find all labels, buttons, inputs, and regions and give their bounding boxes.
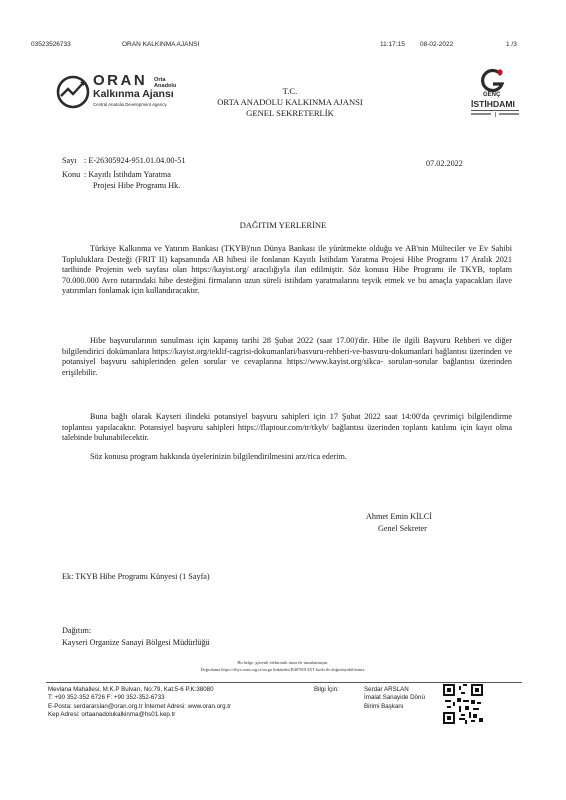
footer-contact-dept: İmalat Sanayide Dönü [364, 694, 425, 702]
konu-label: Konu [62, 170, 81, 179]
fax-time: 11:17:15 [380, 41, 405, 48]
esign-line1: Bu belge, güvenli elektronik imza ile imzalanmıştır. [237, 660, 329, 665]
fax-date: 08-02-2022 [420, 41, 454, 48]
esign-line2: Doğrulama https://ebys.oran.org.tr/sorgu linkinden B4076013XT kodu ile doğrulayabilirsiniz. [200, 667, 366, 672]
paragraph-2: Hibe başvurularının sunulması için kapanış tarihi 28 Şubat 2022 (saat 17.00)'dir. Hibe ile ilgili Başvuru Rehberi ve diğer bilgilendirici dokümanlara https://kayist.org/teklif-cagrisi-dokumanlari/basvuru-rehberi-ve-basvuru-dokumanlari bağlantısı üzerinden ve potansiyel başvuru sahiplerinden gelen sorular ve cevaplarına https://www.kayist.org/sikca- sorulan-sorular bağlantısı üzerinden erişilebilir. [62, 336, 512, 377]
konu-line2: Projesi Hibe Programı Hk. [93, 181, 181, 190]
paragraph-3: Buna bağlı olarak Kayseri ilindeki potansiyel başvuru sahipleri için 17 Şubat 2022 saat 14:00'da çevrimiçi bilgilendirme toplantısı yapılacaktır. Potansiyel başvuru sahipleri https://flaptour.com/tr/tkyb/ bağlantısı üzerinden toplantı katılımı için kayıt olma talebinde bulunabilecektir. [62, 412, 512, 443]
letterhead-dept: GENEL SEKRETERLİK [246, 108, 334, 118]
paragraph-4: Söz konusu program hakkında üyelerinizin bilgilendirilmesini arz/rica ederim. [90, 452, 347, 461]
footer-info-label: Bilgi İçin: [314, 686, 339, 693]
signer-title: Genel Sekreter [378, 524, 427, 533]
footer-address-block [48, 686, 308, 720]
distribution-item: Kayseri Organize Sanayi Bölgesi Müdürlüğü [62, 638, 210, 647]
footer-email: E-Posta: serdararslan@oran.org.tr İnternet Adresi: www.oran.org.tr [48, 702, 232, 710]
letterhead-tc: T.C. [282, 86, 298, 96]
logo-partner-mark-2 [499, 113, 519, 115]
genc-istihdami-emblem-icon [479, 68, 507, 92]
sayi-label: Sayı [62, 156, 77, 165]
footer-address: Mevlana Mahallesi, M.K.P Bulvarı, No:79, Kat:5-6 P.K:38080 [48, 686, 214, 693]
distribution-heading: DAĞITIM YERLERİNE [239, 220, 327, 230]
footer-kep: Kep Adresi: ortaanadolukalkinma@hs01.kep.tr [48, 711, 176, 719]
genc-istihdami-logo [467, 68, 523, 128]
logo-rule [471, 110, 519, 111]
footer-rule [46, 682, 522, 683]
footer-contact-title: Birimi Başkanı [364, 702, 404, 710]
logo-line1: GENÇ [483, 92, 501, 98]
esign-note [0, 659, 566, 673]
distribution-label: Dağıtım: [62, 626, 92, 635]
logo-partner-mark [471, 113, 491, 115]
fax-page: 1 /3 [506, 41, 517, 48]
qr-code-icon [443, 684, 483, 724]
brand-name: ORAN [93, 72, 148, 89]
oran-emblem-icon [56, 74, 90, 110]
footer-contact [364, 686, 442, 711]
brand-line3: Central Anatolia Development Agency [93, 102, 167, 107]
fax-org: ORAN KALKINMA AJANSI [122, 41, 200, 48]
konu-line1: : Kayıtlı İstihdam Yaratma [84, 170, 171, 179]
logo-divider [495, 112, 496, 117]
attachment: Ek: TKYB Hibe Programı Künyesi (1 Sayfa) [62, 572, 210, 581]
letterhead [150, 86, 430, 119]
sayi-value: : E-26305924-951.01.04.00-51 [84, 156, 186, 165]
brand-line2: Kalkınma Ajansı [93, 88, 174, 100]
paragraph-1: Türkiye Kalkınma ve Yatırım Bankası (TKYB)'nın Dünya Bankası ile yürütmekte olduğu ve AB'nin Mülteciler ve Ev Sahibi Topluluklara Desteği (FRIT II) kapsamında AB hibesi ile fonlanan Kayıtlı İstihdam Yaratma Projesi Hibe Programı 17 Aralık 2021 tarihinde Projenin web sayfası olan https://kayist.org/ aracılığıyla ilan edilmiştir. Söz konusu Hibe Programı ile TKYB, toplam 70.000.000 Avro tutarındaki hibe desteğini firmaların uzun süreli istihdam yaratmalarını teşvik etmek ve bu amaçla yapacakları ilave yatırımları fonlamak için kullandıracaktır. [62, 244, 512, 296]
footer-contact-name: Serdar ARSLAN [364, 686, 409, 693]
fax-number: 03523526733 [31, 41, 71, 48]
letterhead-agency: ORTA ANADOLU KALKINMA AJANSI [217, 97, 363, 107]
logo-line2: İSTİHDAMI [471, 99, 515, 109]
brand-sub: Orta Anadolu [154, 77, 177, 89]
document-date: 07.02.2022 [426, 159, 463, 168]
footer-phone: T: +90 352-352 6726 F: +90 352-352-6733 [48, 694, 165, 702]
signer-name: Ahmet Emin KİLCİ [366, 512, 432, 521]
